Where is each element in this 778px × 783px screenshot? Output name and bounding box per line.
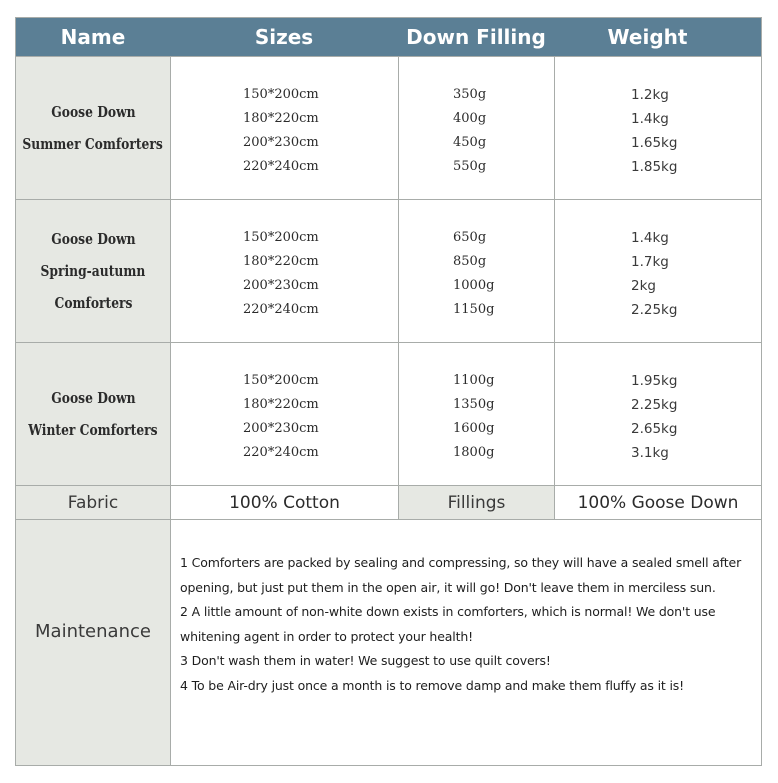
filling-value: 1800g: [453, 445, 495, 460]
weight-value: 2.25kg: [631, 302, 678, 318]
filling-value: 550g: [453, 159, 487, 174]
weight-value: 1.85kg: [631, 159, 678, 175]
maintenance-notes-cell: [170, 520, 761, 765]
header-down-filling: Down Filling: [406, 25, 546, 49]
weight-value: 1.2kg: [631, 87, 669, 103]
weight-cell: [554, 57, 761, 199]
size-value: 220*240cm: [243, 445, 319, 460]
weight-cell: [554, 200, 761, 342]
filling-value: 1000g: [453, 278, 495, 293]
filling-cell: [398, 343, 554, 485]
table-row-summer: [16, 56, 761, 199]
filling-value: 1100g: [453, 373, 495, 388]
table-header: [16, 18, 761, 56]
filling-value: 1150g: [453, 302, 495, 317]
table-row-maintenance: [16, 519, 761, 765]
weight-value: 1.95kg: [631, 373, 678, 389]
weight-value: 2.25kg: [631, 397, 678, 413]
sizes-cell: [170, 200, 398, 342]
product-name-line: Winter Comforters: [28, 421, 158, 439]
product-name-line: Spring-autumn: [40, 262, 146, 280]
filling-value: 850g: [453, 254, 487, 269]
maintenance-label: Maintenance: [16, 520, 170, 765]
size-value: 150*200cm: [243, 373, 319, 388]
product-name-cell: [16, 343, 170, 485]
filling-value: 450g: [453, 135, 487, 150]
table-row-winter: [16, 342, 761, 485]
maintenance-notes: [180, 551, 755, 698]
product-name-line: Goose Down: [50, 230, 136, 248]
size-value: 150*200cm: [243, 87, 319, 102]
comforter-spec-table: [15, 17, 762, 766]
size-value: 200*230cm: [243, 278, 319, 293]
product-name-line: Goose Down: [50, 103, 136, 121]
weight-value: 1.4kg: [631, 111, 669, 127]
size-value: 200*230cm: [243, 421, 319, 436]
filling-value: 650g: [453, 230, 487, 245]
maintenance-note: 4 To be Air-dry just once a month is to remove damp and make them fluffy as it is!: [180, 677, 685, 693]
weight-value: 2kg: [631, 278, 656, 294]
header-sizes: Sizes: [254, 25, 314, 49]
fabric-value: 100% Cotton: [170, 486, 398, 519]
product-name-cell: [16, 57, 170, 199]
size-value: 220*240cm: [243, 302, 319, 317]
filling-value: 1350g: [453, 397, 495, 412]
filling-value: 1600g: [453, 421, 495, 436]
filling-value: 350g: [453, 87, 487, 102]
size-value: 220*240cm: [243, 159, 319, 174]
maintenance-note: 3 Don't wash them in water! We suggest to use quilt covers!: [180, 653, 551, 668]
weight-cell: [554, 343, 761, 485]
size-value: 180*220cm: [243, 254, 319, 269]
size-value: 150*200cm: [243, 230, 319, 245]
size-value: 200*230cm: [243, 135, 319, 150]
size-value: 180*220cm: [243, 111, 319, 126]
maintenance-note: 1 Comforters are packed by sealing and compressing, so they will have a sealed smell after opening, but just put them in the open air, it will go! Don't leave them in merciless sun.: [180, 555, 742, 595]
filling-cell: [398, 57, 554, 199]
fillings-label: Fillings: [398, 486, 554, 519]
weight-value: 1.65kg: [631, 135, 678, 151]
fabric-label: Fabric: [16, 486, 170, 519]
table-row-spring-autumn: [16, 199, 761, 342]
table-row-fabric: [16, 485, 761, 519]
weight-value: 2.65kg: [631, 421, 678, 437]
header-name: Name: [60, 25, 126, 49]
filling-value: 400g: [453, 111, 487, 126]
maintenance-note: 2 A little amount of non-white down exists in comforters, which is normal! We don't use whitening agent in order to protect your health!: [180, 604, 716, 644]
weight-value: 1.7kg: [631, 254, 669, 270]
header-weight: Weight: [607, 25, 688, 49]
fillings-value: 100% Goose Down: [554, 486, 761, 519]
size-value: 180*220cm: [243, 397, 319, 412]
weight-value: 1.4kg: [631, 230, 669, 246]
product-name-line: Summer Comforters: [22, 135, 164, 153]
product-name-cell: [16, 200, 170, 342]
weight-value: 3.1kg: [631, 445, 669, 461]
filling-cell: [398, 200, 554, 342]
sizes-cell: [170, 57, 398, 199]
product-name-line: Goose Down: [50, 389, 136, 407]
product-name-line: Comforters: [54, 294, 132, 312]
sizes-cell: [170, 343, 398, 485]
